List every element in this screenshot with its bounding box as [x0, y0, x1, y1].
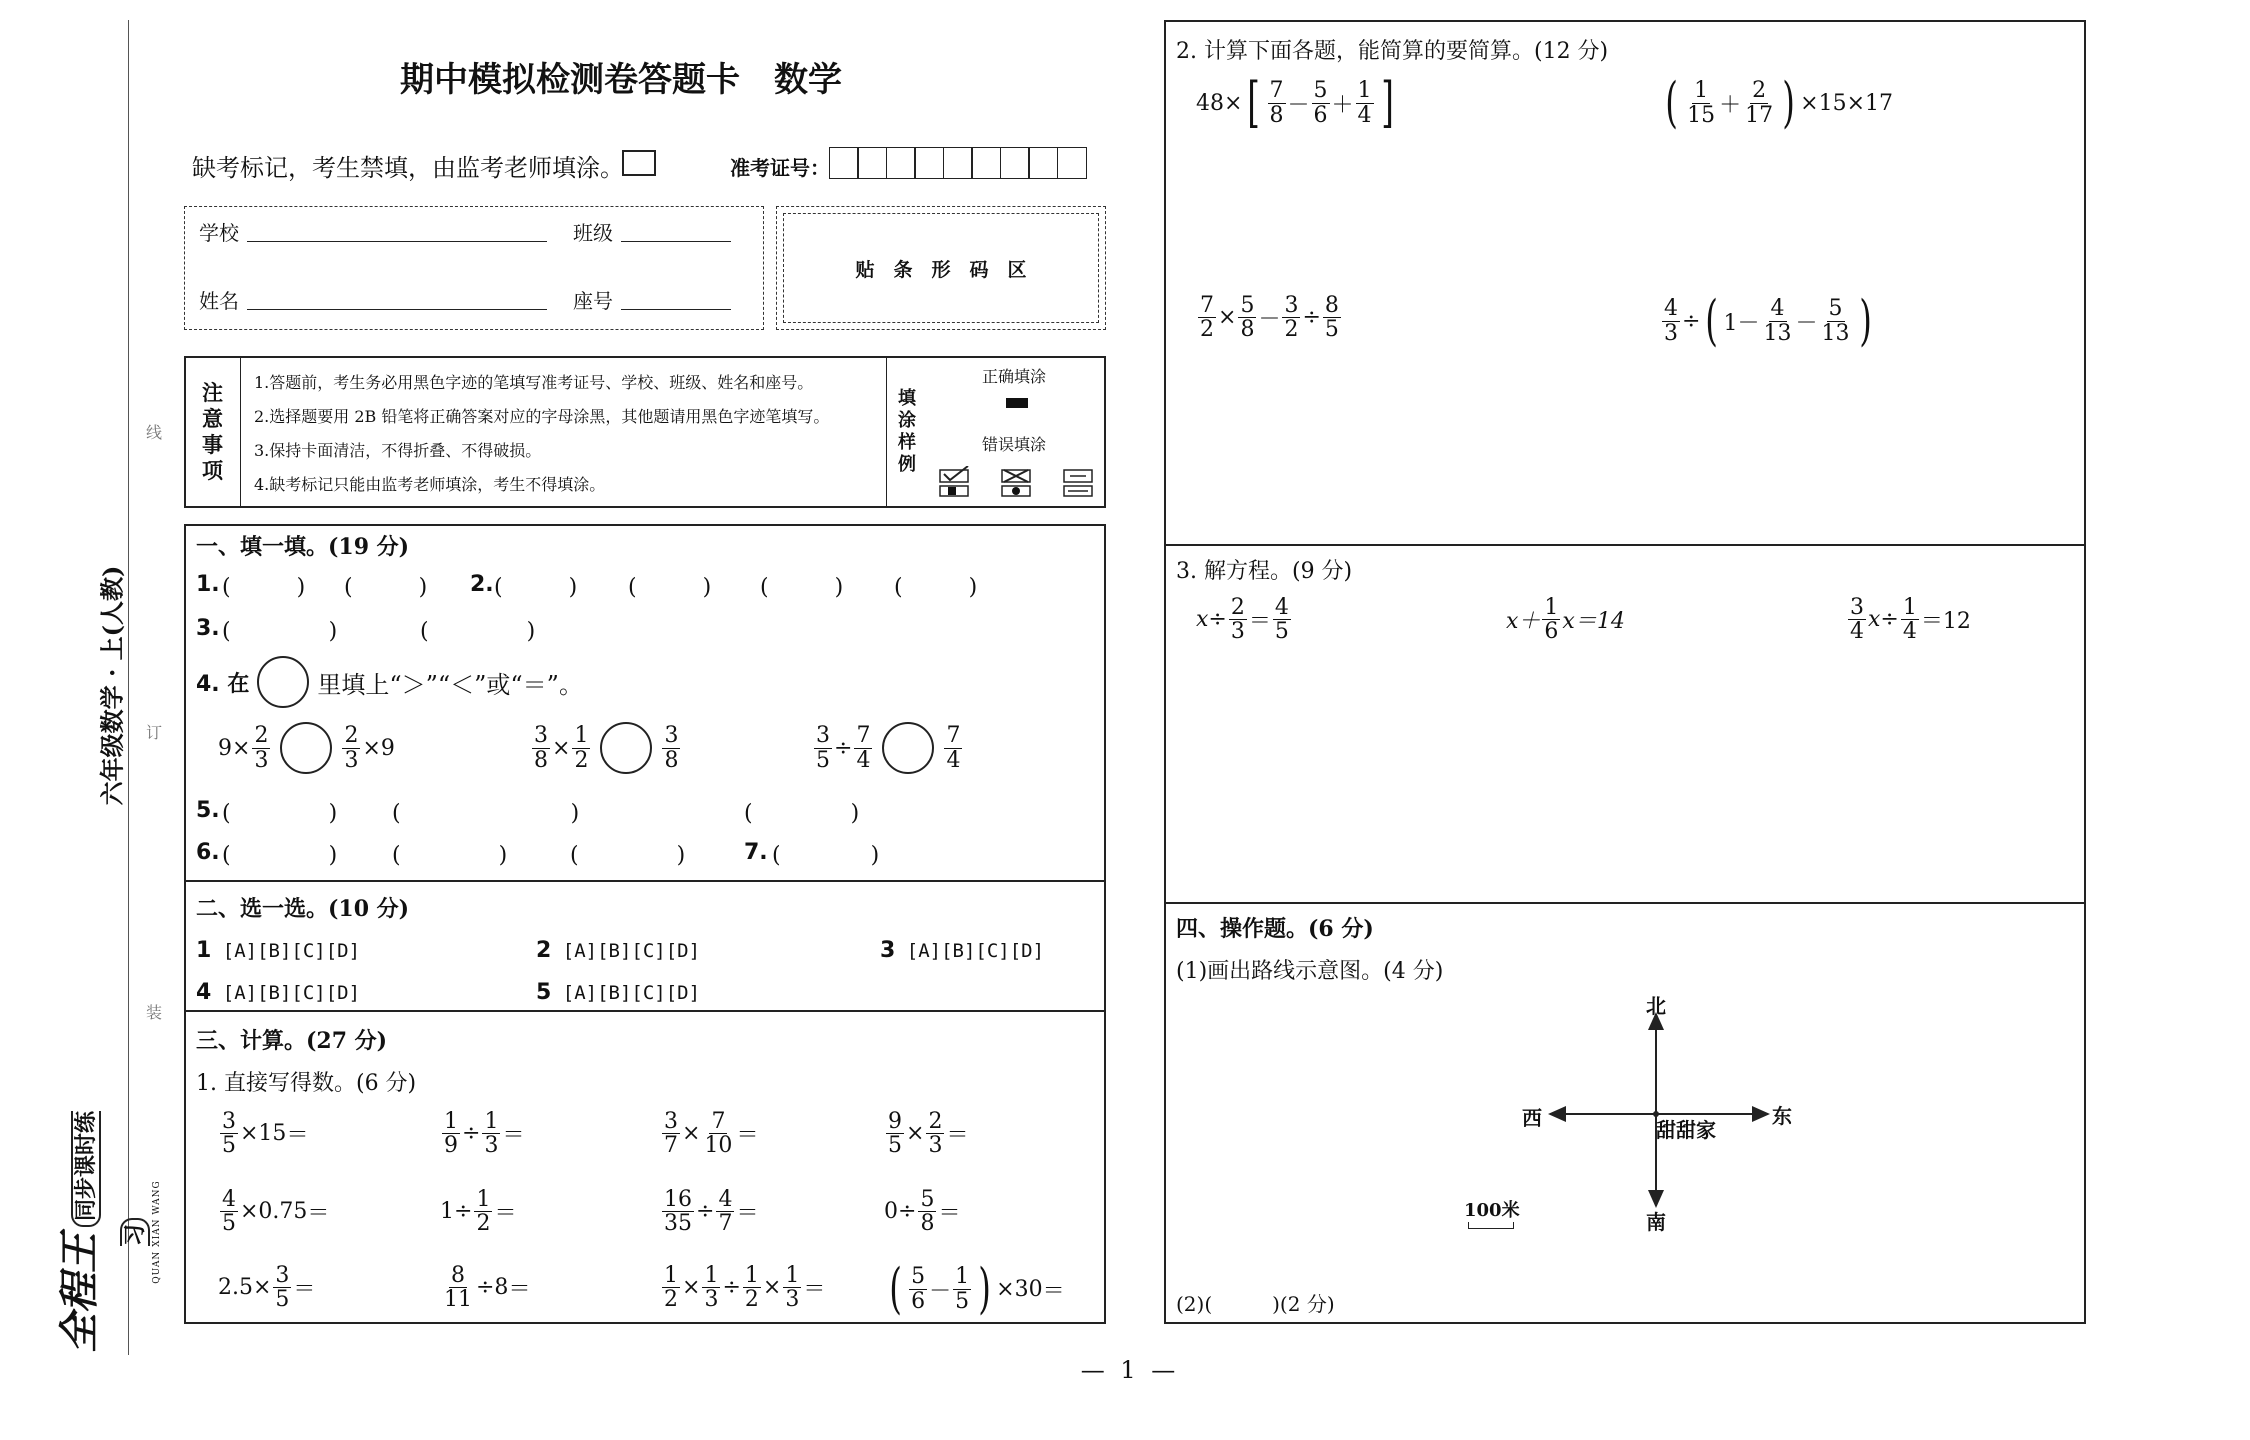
answer-blank[interactable]: ( ): [494, 575, 578, 600]
section2-title: 二、选一选。(10 分): [196, 896, 410, 922]
oral-calc: $\frac{1}{9}$ ÷ $\frac{1}{3}$ ＝: [444, 1109, 525, 1159]
spine-line-char: 订: [146, 723, 163, 742]
equation-subtitle: 3. 解方程。(9 分): [1176, 559, 1353, 584]
name-label: 姓名: [199, 289, 239, 313]
east-label: 东: [1772, 1104, 1792, 1128]
exam-id-box[interactable]: [914, 147, 944, 179]
home-label: 甜甜家: [1656, 1118, 1716, 1142]
correct-fill-label: 正确填涂: [982, 367, 1047, 386]
section-divider: [1164, 902, 2086, 904]
seat-label: 座号: [573, 289, 613, 313]
q3-label: 3.: [196, 616, 220, 641]
op1-text: (1)画出路线示意图。(4 分): [1176, 959, 1444, 984]
oral-calc: $\frac{1}{2}$ × $\frac{1}{3}$ ÷ $\frac{1}{2}$ × $\frac{1}{3}$ ＝: [664, 1263, 826, 1313]
section3-title: 三、计算。(27 分): [196, 1028, 388, 1054]
compare-circle[interactable]: [600, 722, 652, 774]
wrong-fill-samples: [938, 466, 1098, 500]
section1-title: 一、填一填。(19 分): [196, 534, 410, 560]
choice-row-2[interactable]: 2 [A][B][C][D]: [536, 938, 701, 963]
calc-subtitle: 2. 计算下面各题，能简算的要简算。(12 分): [1176, 39, 1609, 64]
page-number: — 1 —: [1080, 1356, 1180, 1384]
oral-calc: ( $\frac{5}{6}$ － $\frac{1}{5}$ ) ×30 ＝: [889, 1257, 1065, 1320]
exam-id-label: 准考证号：: [730, 156, 830, 180]
answer-blank[interactable]: ( ): [222, 575, 306, 600]
exam-id-box[interactable]: [1028, 147, 1058, 179]
note-item: 4.缺考标记只能由监考老师填涂，考生不得填涂。: [254, 475, 606, 494]
q7-label: 7.: [744, 840, 768, 865]
q4-line: [196, 656, 583, 708]
answer-blank[interactable]: ( ): [344, 575, 428, 600]
south-label: 南: [1646, 1210, 1666, 1234]
answer-blank[interactable]: ( ): [894, 575, 978, 600]
oral-calc: $\frac{16}{35}$ ÷ $\frac{4}{7}$ ＝: [664, 1187, 759, 1237]
choice-row-4[interactable]: 4 [A][B][C][D]: [196, 980, 361, 1005]
scale-label: 100米: [1464, 1200, 1520, 1221]
name-field[interactable]: [247, 309, 547, 310]
school-field[interactable]: [247, 241, 547, 242]
west-label: 西: [1522, 1106, 1542, 1130]
answer-blank[interactable]: ( ): [760, 575, 844, 600]
expr-text: ×9: [362, 735, 395, 761]
answer-blank[interactable]: ( ): [744, 801, 868, 826]
correct-fill-sample: [1006, 398, 1028, 408]
answer-blank[interactable]: ( ): [222, 843, 346, 868]
note-item: 2.选择题要用 2B 铅笔将正确答案对应的字母涂黑，其他题请用黑色字迹笔填写。: [254, 407, 830, 426]
class-label: 班级: [573, 221, 613, 245]
oral-calc: $\frac{9}{5}$ × $\frac{2}{3}$ ＝: [888, 1109, 969, 1159]
compare-circle-sample: [257, 656, 309, 708]
brand-pinyin: QUAN XIAN WANG: [152, 1180, 162, 1284]
notes-box: [184, 356, 1106, 508]
answer-blank[interactable]: ( ): [392, 801, 606, 826]
answer-blank[interactable]: ( ): [570, 843, 694, 868]
answer-blank[interactable]: ( ): [392, 843, 516, 868]
absent-note: 缺考标记，考生禁填，由监考老师填涂。: [192, 154, 624, 182]
oral-calc: 1÷ $\frac{1}{2}$ ＝: [440, 1187, 517, 1237]
section-divider: [184, 880, 1106, 882]
fraction: $\frac{3}{8}$: [534, 723, 548, 773]
note-item: 3.保持卡面清洁，不得折叠、不得破损。: [254, 441, 542, 460]
compare-circle[interactable]: [280, 722, 332, 774]
notes-divider: [240, 358, 241, 506]
oral-calc: $\frac{3}{7}$ × $\frac{7}{10}$ ＝: [664, 1109, 759, 1159]
fraction: $\frac{3}{5}$: [816, 723, 830, 773]
page-title: 期中模拟检测卷答题卡 数学: [400, 60, 842, 100]
exam-id-box[interactable]: [971, 147, 1001, 179]
q5-label: 5.: [196, 798, 220, 823]
section-divider: [184, 1010, 1106, 1012]
oral-calc: $\frac{8}{11}$ ÷8 ＝: [444, 1263, 531, 1313]
oral-calc: 2.5× $\frac{3}{5}$ ＝: [218, 1263, 316, 1313]
answer-blank[interactable]: ( ): [628, 575, 712, 600]
class-field[interactable]: [621, 241, 731, 242]
barcode-inner: 贴 条 形 码 区: [783, 213, 1099, 323]
simplify-calc: 48× [ $\frac{7}{8}$ － $\frac{5}{6}$ ＋ $\frac{1}{4}$ ]: [1196, 71, 1394, 134]
exam-id-boxes[interactable]: [830, 147, 1087, 179]
equation: x＋ $\frac{1}{6}$ x＝14: [1506, 595, 1625, 645]
compass-diagram: [1500, 990, 1800, 1240]
equation: x÷ $\frac{2}{3}$ ＝ $\frac{4}{5}$: [1196, 595, 1289, 645]
exam-id-box[interactable]: [943, 147, 973, 179]
choice-row-3[interactable]: 3 [A][B][C][D]: [880, 938, 1045, 963]
answer-blank[interactable]: ( ): [420, 619, 544, 644]
fraction: $\frac{7}{4}$: [856, 723, 871, 773]
simplify-calc: ( $\frac{1}{15}$ ＋ $\frac{2}{17}$ ) ×15×17: [1665, 71, 1894, 134]
choice-row-1[interactable]: 1 [A][B][C][D]: [196, 938, 361, 963]
exam-id-box[interactable]: [1057, 147, 1087, 179]
q4-suffix: 里填上“＞”“＜”或“＝”。: [317, 670, 583, 699]
op2-text: (2)( )(2 分): [1176, 1292, 1335, 1316]
oral-calc: $\frac{4}{5}$ ×0.75 ＝: [222, 1187, 330, 1237]
expr-text: 9×: [218, 735, 251, 761]
fraction: $\frac{2}{3}$: [344, 723, 359, 773]
oral-calc: $\frac{3}{5}$ ×15 ＝: [222, 1109, 309, 1159]
brand-name: 全程王: [56, 1233, 103, 1354]
student-info-box: [184, 206, 764, 330]
wrong-fill-label: 错误填涂: [982, 435, 1047, 454]
brand-logo: [48, 1107, 162, 1357]
exam-id-box[interactable]: [1000, 147, 1030, 179]
brand-sub: 同步课时练习: [73, 1111, 148, 1247]
simplify-calc: $\frac{7}{2}$ × $\frac{5}{8}$ － $\frac{3}{2}$ ÷ $\frac{8}{5}$: [1200, 293, 1339, 343]
seat-field[interactable]: [621, 309, 731, 310]
answer-blank[interactable]: ( ): [222, 801, 346, 826]
school-label: 学校: [199, 221, 239, 245]
exam-id-box[interactable]: [829, 147, 859, 179]
q2-label: 2.: [470, 572, 494, 597]
absent-checkbox[interactable]: [622, 150, 656, 176]
answer-blank[interactable]: ( ): [772, 843, 886, 868]
spine-line-char: 线: [146, 423, 163, 442]
scale-bar: [1468, 1222, 1514, 1229]
q6-label: 6.: [196, 840, 220, 865]
barcode-area: [776, 206, 1106, 330]
fraction: $\frac{7}{4}$: [946, 723, 961, 773]
section3-sub1: 1. 直接写得数。(6 分): [196, 1071, 417, 1096]
section-divider: [1164, 544, 2086, 546]
north-label: 北: [1646, 994, 1666, 1018]
fraction: $\frac{3}{8}$: [664, 723, 679, 773]
expr-text: ×: [552, 735, 571, 761]
oral-calc: 0÷ $\frac{5}{8}$ ＝: [884, 1187, 961, 1237]
compare-expr-1: [218, 722, 395, 774]
compare-expr-3: [812, 722, 964, 774]
q1-label: 1.: [196, 572, 220, 597]
choice-row-5[interactable]: 5 [A][B][C][D]: [536, 980, 701, 1005]
note-item: 1.答题前，考生务必用黑色字迹的笔填写准考证号、学校、班级、姓名和座号。: [254, 373, 814, 392]
spine-grade-label: 六年级数学 · 上(人教): [97, 565, 127, 806]
compare-circle[interactable]: [882, 722, 934, 774]
sample-divider: [886, 358, 887, 506]
equation: $\frac{3}{4}$ x÷ $\frac{1}{4}$ ＝12: [1850, 595, 1971, 645]
compare-expr-2: [530, 722, 682, 774]
sample-label: 填涂样例: [898, 388, 916, 475]
spine-line-char: 装: [146, 1003, 163, 1022]
q4-prefix: 4. 在: [196, 671, 250, 697]
section4-title: 四、操作题。(6 分): [1176, 916, 1374, 942]
fraction: $\frac{1}{2}$: [574, 723, 589, 773]
answer-blank[interactable]: ( ): [222, 619, 346, 644]
expr-text: ÷: [834, 735, 853, 761]
exam-id-box[interactable]: [857, 147, 887, 179]
exam-id-box[interactable]: [886, 147, 916, 179]
notes-label: 注意事项: [202, 380, 223, 483]
simplify-calc: $\frac{4}{3}$ ÷ ( 1－ $\frac{4}{13}$ － $\frac{5}{13}$ ): [1664, 289, 1872, 352]
fraction: $\frac{2}{3}$: [254, 723, 269, 773]
